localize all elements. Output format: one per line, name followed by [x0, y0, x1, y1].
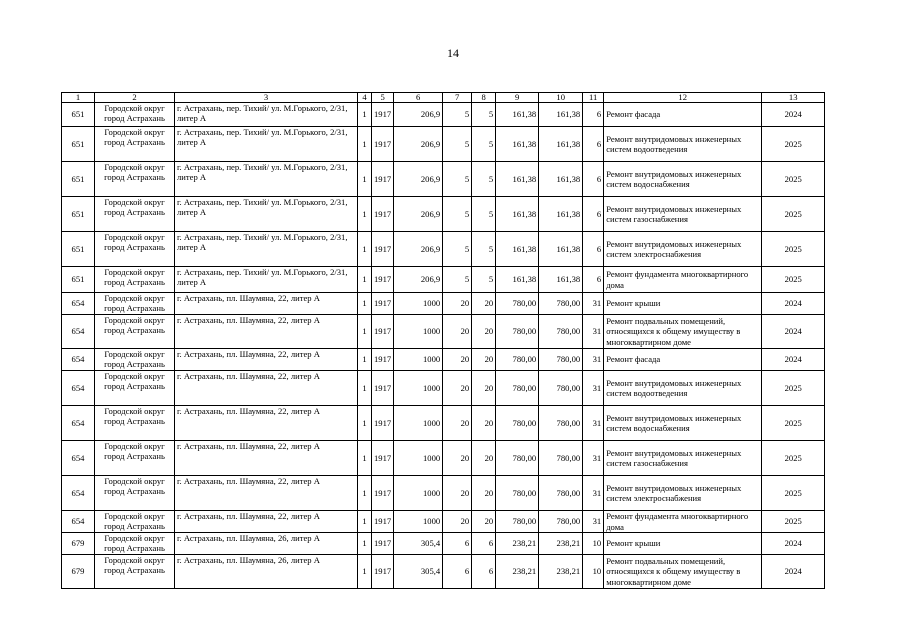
cell-col-4: 1	[358, 511, 372, 533]
cell-col-4: 1	[358, 533, 372, 555]
cell-col-4: 1	[358, 555, 372, 589]
cell-col-10: 780,00	[539, 406, 583, 441]
cell-work-type: Ремонт фундамента многоквартирного дома	[604, 511, 762, 533]
cell-house-number: 651	[62, 127, 95, 162]
cell-build-year: 1917	[372, 103, 394, 127]
cell-build-year: 1917	[372, 533, 394, 555]
cell-build-year: 1917	[372, 511, 394, 533]
col-header: 3	[175, 93, 358, 103]
cell-work-type: Ремонт крыши	[604, 293, 762, 315]
cell-col-9: 161,38	[496, 127, 539, 162]
cell-col-9: 780,00	[496, 371, 539, 406]
cell-municipality: Городской округ город Астрахань	[95, 162, 175, 197]
cell-col-9: 161,38	[496, 103, 539, 127]
cell-house-number: 654	[62, 371, 95, 406]
cell-area: 305,4	[394, 555, 443, 589]
cell-municipality: Городской округ город Астрахань	[95, 232, 175, 267]
cell-municipality: Городской округ город Астрахань	[95, 555, 175, 589]
cell-year: 2024	[762, 315, 825, 349]
cell-col-4: 1	[358, 232, 372, 267]
cell-build-year: 1917	[372, 293, 394, 315]
col-header: 12	[604, 93, 762, 103]
cell-address: г. Астрахань, пл. Шаумяна, 22, литер А	[175, 315, 358, 349]
col-header: 5	[372, 93, 394, 103]
cell-municipality: Городской округ город Астрахань	[95, 371, 175, 406]
cell-col-11: 31	[583, 371, 604, 406]
cell-col-7: 5	[443, 197, 472, 232]
table-row	[62, 441, 825, 476]
cell-address: г. Астрахань, пл. Шаумяна, 22, литер А	[175, 371, 358, 406]
cell-municipality: Городской округ город Астрахань	[95, 103, 175, 127]
cell-col-11: 6	[583, 127, 604, 162]
cell-build-year: 1917	[372, 476, 394, 511]
cell-year: 2024	[762, 103, 825, 127]
table-row	[62, 103, 825, 127]
cell-col-10: 780,00	[539, 349, 583, 371]
cell-col-9: 780,00	[496, 315, 539, 349]
cell-col-10: 238,21	[539, 533, 583, 555]
cell-col-4: 1	[358, 293, 372, 315]
cell-col-8: 20	[472, 315, 496, 349]
cell-col-7: 20	[443, 511, 472, 533]
cell-col-9: 780,00	[496, 441, 539, 476]
cell-house-number: 654	[62, 511, 95, 533]
col-header: 2	[95, 93, 175, 103]
cell-area: 206,9	[394, 103, 443, 127]
cell-build-year: 1917	[372, 197, 394, 232]
cell-build-year: 1917	[372, 127, 394, 162]
cell-col-11: 31	[583, 511, 604, 533]
cell-build-year: 1917	[372, 232, 394, 267]
cell-build-year: 1917	[372, 555, 394, 589]
cell-build-year: 1917	[372, 349, 394, 371]
cell-area: 206,9	[394, 162, 443, 197]
col-header: 13	[762, 93, 825, 103]
table-row	[62, 267, 825, 293]
cell-col-4: 1	[358, 406, 372, 441]
cell-house-number: 654	[62, 315, 95, 349]
cell-work-type: Ремонт внутридомовых инженерных систем электроснабжения	[604, 476, 762, 511]
cell-work-type: Ремонт внутридомовых инженерных систем газоснабжения	[604, 197, 762, 232]
cell-house-number: 651	[62, 103, 95, 127]
cell-col-7: 20	[443, 293, 472, 315]
cell-address: г. Астрахань, пер. Тихий/ ул. М.Горького, 2/31, литер А	[175, 127, 358, 162]
table-row	[62, 232, 825, 267]
cell-col-4: 1	[358, 267, 372, 293]
cell-col-4: 1	[358, 197, 372, 232]
cell-col-9: 161,38	[496, 197, 539, 232]
cell-address: г. Астрахань, пл. Шаумяна, 22, литер А	[175, 406, 358, 441]
cell-address: г. Астрахань, пл. Шаумяна, 22, литер А	[175, 511, 358, 533]
cell-year: 2025	[762, 511, 825, 533]
cell-house-number: 654	[62, 441, 95, 476]
cell-address: г. Астрахань, пл. Шаумяна, 22, литер А	[175, 441, 358, 476]
cell-year: 2025	[762, 162, 825, 197]
cell-municipality: Городской округ город Астрахань	[95, 533, 175, 555]
col-header: 8	[472, 93, 496, 103]
cell-area: 1000	[394, 406, 443, 441]
cell-col-10: 780,00	[539, 371, 583, 406]
cell-house-number: 651	[62, 197, 95, 232]
cell-col-11: 31	[583, 293, 604, 315]
table-row	[62, 293, 825, 315]
cell-work-type: Ремонт фундамента многоквартирного дома	[604, 267, 762, 293]
cell-col-7: 20	[443, 349, 472, 371]
cell-col-4: 1	[358, 127, 372, 162]
col-header: 10	[539, 93, 583, 103]
cell-col-10: 780,00	[539, 315, 583, 349]
cell-build-year: 1917	[372, 162, 394, 197]
cell-address: г. Астрахань, пер. Тихий/ ул. М.Горького, 2/31, литер А	[175, 232, 358, 267]
repair-schedule-table	[61, 92, 825, 589]
cell-col-9: 161,38	[496, 162, 539, 197]
cell-col-8: 20	[472, 349, 496, 371]
cell-col-11: 6	[583, 162, 604, 197]
cell-col-8: 20	[472, 371, 496, 406]
cell-col-10: 780,00	[539, 441, 583, 476]
cell-col-7: 6	[443, 555, 472, 589]
header-row	[62, 93, 825, 103]
table-row	[62, 197, 825, 232]
cell-work-type: Ремонт внутридомовых инженерных систем газоснабжения	[604, 441, 762, 476]
cell-address: г. Астрахань, пл. Шаумяна, 22, литер А	[175, 293, 358, 315]
cell-year: 2024	[762, 533, 825, 555]
table-row	[62, 162, 825, 197]
cell-municipality: Городской округ город Астрахань	[95, 293, 175, 315]
cell-col-7: 5	[443, 162, 472, 197]
cell-col-4: 1	[358, 315, 372, 349]
cell-build-year: 1917	[372, 315, 394, 349]
cell-house-number: 654	[62, 349, 95, 371]
cell-col-10: 161,38	[539, 197, 583, 232]
cell-col-9: 161,38	[496, 232, 539, 267]
cell-address: г. Астрахань, пл. Шаумяна, 22, литер А	[175, 476, 358, 511]
cell-col-7: 20	[443, 371, 472, 406]
cell-year: 2025	[762, 406, 825, 441]
cell-municipality: Городской округ город Астрахань	[95, 476, 175, 511]
col-header: 6	[394, 93, 443, 103]
cell-col-9: 238,21	[496, 533, 539, 555]
cell-area: 305,4	[394, 533, 443, 555]
cell-col-8: 5	[472, 127, 496, 162]
table-row	[62, 476, 825, 511]
table-row	[62, 511, 825, 533]
cell-year: 2024	[762, 555, 825, 589]
cell-col-10: 238,21	[539, 555, 583, 589]
cell-area: 1000	[394, 441, 443, 476]
cell-col-7: 5	[443, 267, 472, 293]
cell-work-type: Ремонт внутридомовых инженерных систем водоснабжения	[604, 406, 762, 441]
cell-col-9: 780,00	[496, 406, 539, 441]
cell-house-number: 679	[62, 533, 95, 555]
table-row	[62, 555, 825, 589]
cell-col-4: 1	[358, 103, 372, 127]
cell-year: 2025	[762, 441, 825, 476]
cell-col-7: 20	[443, 406, 472, 441]
cell-municipality: Городской округ город Астрахань	[95, 406, 175, 441]
cell-house-number: 651	[62, 162, 95, 197]
cell-address: г. Астрахань, пер. Тихий/ ул. М.Горького, 2/31, литер А	[175, 197, 358, 232]
cell-col-11: 6	[583, 103, 604, 127]
cell-col-4: 1	[358, 349, 372, 371]
cell-col-8: 20	[472, 406, 496, 441]
cell-year: 2025	[762, 197, 825, 232]
cell-col-7: 5	[443, 232, 472, 267]
cell-area: 206,9	[394, 127, 443, 162]
cell-col-8: 5	[472, 162, 496, 197]
cell-year: 2025	[762, 232, 825, 267]
cell-col-11: 10	[583, 555, 604, 589]
cell-build-year: 1917	[372, 371, 394, 406]
cell-col-10: 161,38	[539, 103, 583, 127]
col-header: 11	[583, 93, 604, 103]
col-header: 1	[62, 93, 95, 103]
cell-col-11: 6	[583, 232, 604, 267]
cell-area: 1000	[394, 476, 443, 511]
cell-col-11: 31	[583, 406, 604, 441]
cell-house-number: 651	[62, 267, 95, 293]
cell-col-7: 5	[443, 103, 472, 127]
cell-col-4: 1	[358, 476, 372, 511]
cell-col-8: 5	[472, 197, 496, 232]
cell-col-4: 1	[358, 162, 372, 197]
cell-area: 206,9	[394, 232, 443, 267]
table-row	[62, 533, 825, 555]
table-row	[62, 315, 825, 349]
cell-area: 1000	[394, 371, 443, 406]
table-row	[62, 371, 825, 406]
cell-col-7: 20	[443, 441, 472, 476]
cell-col-10: 780,00	[539, 293, 583, 315]
page-number: 14	[447, 46, 459, 60]
cell-work-type: Ремонт подвальных помещений, относящихся к общему имуществу в многоквартирном доме	[604, 315, 762, 349]
cell-col-9: 780,00	[496, 511, 539, 533]
cell-work-type: Ремонт внутридомовых инженерных систем электроснабжения	[604, 232, 762, 267]
cell-build-year: 1917	[372, 406, 394, 441]
cell-col-9: 780,00	[496, 293, 539, 315]
cell-municipality: Городской округ город Астрахань	[95, 267, 175, 293]
cell-col-8: 20	[472, 476, 496, 511]
cell-col-11: 6	[583, 197, 604, 232]
cell-area: 1000	[394, 349, 443, 371]
cell-house-number: 654	[62, 406, 95, 441]
cell-area: 206,9	[394, 267, 443, 293]
table-row	[62, 406, 825, 441]
cell-col-8: 5	[472, 232, 496, 267]
cell-col-9: 780,00	[496, 476, 539, 511]
cell-address: г. Астрахань, пер. Тихий/ ул. М.Горького, 2/31, литер А	[175, 103, 358, 127]
cell-col-9: 161,38	[496, 267, 539, 293]
col-header: 4	[358, 93, 372, 103]
cell-area: 1000	[394, 511, 443, 533]
cell-col-8: 6	[472, 555, 496, 589]
cell-work-type: Ремонт подвальных помещений, относящихся к общему имуществу в многоквартирном доме	[604, 555, 762, 589]
cell-year: 2025	[762, 127, 825, 162]
cell-col-10: 161,38	[539, 127, 583, 162]
cell-area: 1000	[394, 293, 443, 315]
cell-work-type: Ремонт внутридомовых инженерных систем водоотведения	[604, 127, 762, 162]
cell-municipality: Городской округ город Астрахань	[95, 349, 175, 371]
cell-col-9: 238,21	[496, 555, 539, 589]
cell-address: г. Астрахань, пл. Шаумяна, 22, литер А	[175, 349, 358, 371]
cell-col-10: 780,00	[539, 511, 583, 533]
cell-col-8: 5	[472, 267, 496, 293]
table-row	[62, 349, 825, 371]
cell-area: 206,9	[394, 197, 443, 232]
cell-work-type: Ремонт крыши	[604, 533, 762, 555]
cell-year: 2024	[762, 349, 825, 371]
cell-col-7: 6	[443, 533, 472, 555]
cell-house-number: 651	[62, 232, 95, 267]
cell-col-4: 1	[358, 441, 372, 476]
col-header: 7	[443, 93, 472, 103]
cell-col-8: 20	[472, 511, 496, 533]
cell-year: 2025	[762, 267, 825, 293]
cell-address: г. Астрахань, пл. Шаумяна, 26, литер А	[175, 555, 358, 589]
cell-col-8: 20	[472, 441, 496, 476]
cell-col-11: 31	[583, 441, 604, 476]
cell-col-8: 6	[472, 533, 496, 555]
cell-build-year: 1917	[372, 267, 394, 293]
cell-col-11: 31	[583, 315, 604, 349]
cell-col-8: 20	[472, 293, 496, 315]
cell-address: г. Астрахань, пл. Шаумяна, 26, литер А	[175, 533, 358, 555]
cell-municipality: Городской округ город Астрахань	[95, 511, 175, 533]
cell-col-11: 10	[583, 533, 604, 555]
cell-address: г. Астрахань, пер. Тихий/ ул. М.Горького, 2/31, литер А	[175, 162, 358, 197]
cell-year: 2025	[762, 371, 825, 406]
cell-col-9: 780,00	[496, 349, 539, 371]
cell-col-7: 20	[443, 476, 472, 511]
cell-municipality: Городской округ город Астрахань	[95, 441, 175, 476]
cell-col-11: 6	[583, 267, 604, 293]
cell-house-number: 654	[62, 293, 95, 315]
cell-col-10: 161,38	[539, 267, 583, 293]
cell-work-type: Ремонт фасада	[604, 349, 762, 371]
cell-col-7: 20	[443, 315, 472, 349]
cell-col-11: 31	[583, 349, 604, 371]
cell-col-4: 1	[358, 371, 372, 406]
cell-work-type: Ремонт внутридомовых инженерных систем водоотведения	[604, 371, 762, 406]
cell-build-year: 1917	[372, 441, 394, 476]
cell-year: 2024	[762, 293, 825, 315]
cell-col-10: 161,38	[539, 162, 583, 197]
cell-municipality: Городской округ город Астрахань	[95, 127, 175, 162]
cell-area: 1000	[394, 315, 443, 349]
cell-col-10: 780,00	[539, 476, 583, 511]
cell-work-type: Ремонт внутридомовых инженерных систем водоснабжения	[604, 162, 762, 197]
cell-col-10: 161,38	[539, 232, 583, 267]
cell-col-8: 5	[472, 103, 496, 127]
cell-col-11: 31	[583, 476, 604, 511]
cell-municipality: Городской округ город Астрахань	[95, 315, 175, 349]
cell-work-type: Ремонт фасада	[604, 103, 762, 127]
cell-house-number: 679	[62, 555, 95, 589]
cell-house-number: 654	[62, 476, 95, 511]
cell-col-7: 5	[443, 127, 472, 162]
cell-address: г. Астрахань, пер. Тихий/ ул. М.Горького, 2/31, литер А	[175, 267, 358, 293]
cell-year: 2025	[762, 476, 825, 511]
cell-municipality: Городской округ город Астрахань	[95, 197, 175, 232]
col-header: 9	[496, 93, 539, 103]
table-row	[62, 127, 825, 162]
